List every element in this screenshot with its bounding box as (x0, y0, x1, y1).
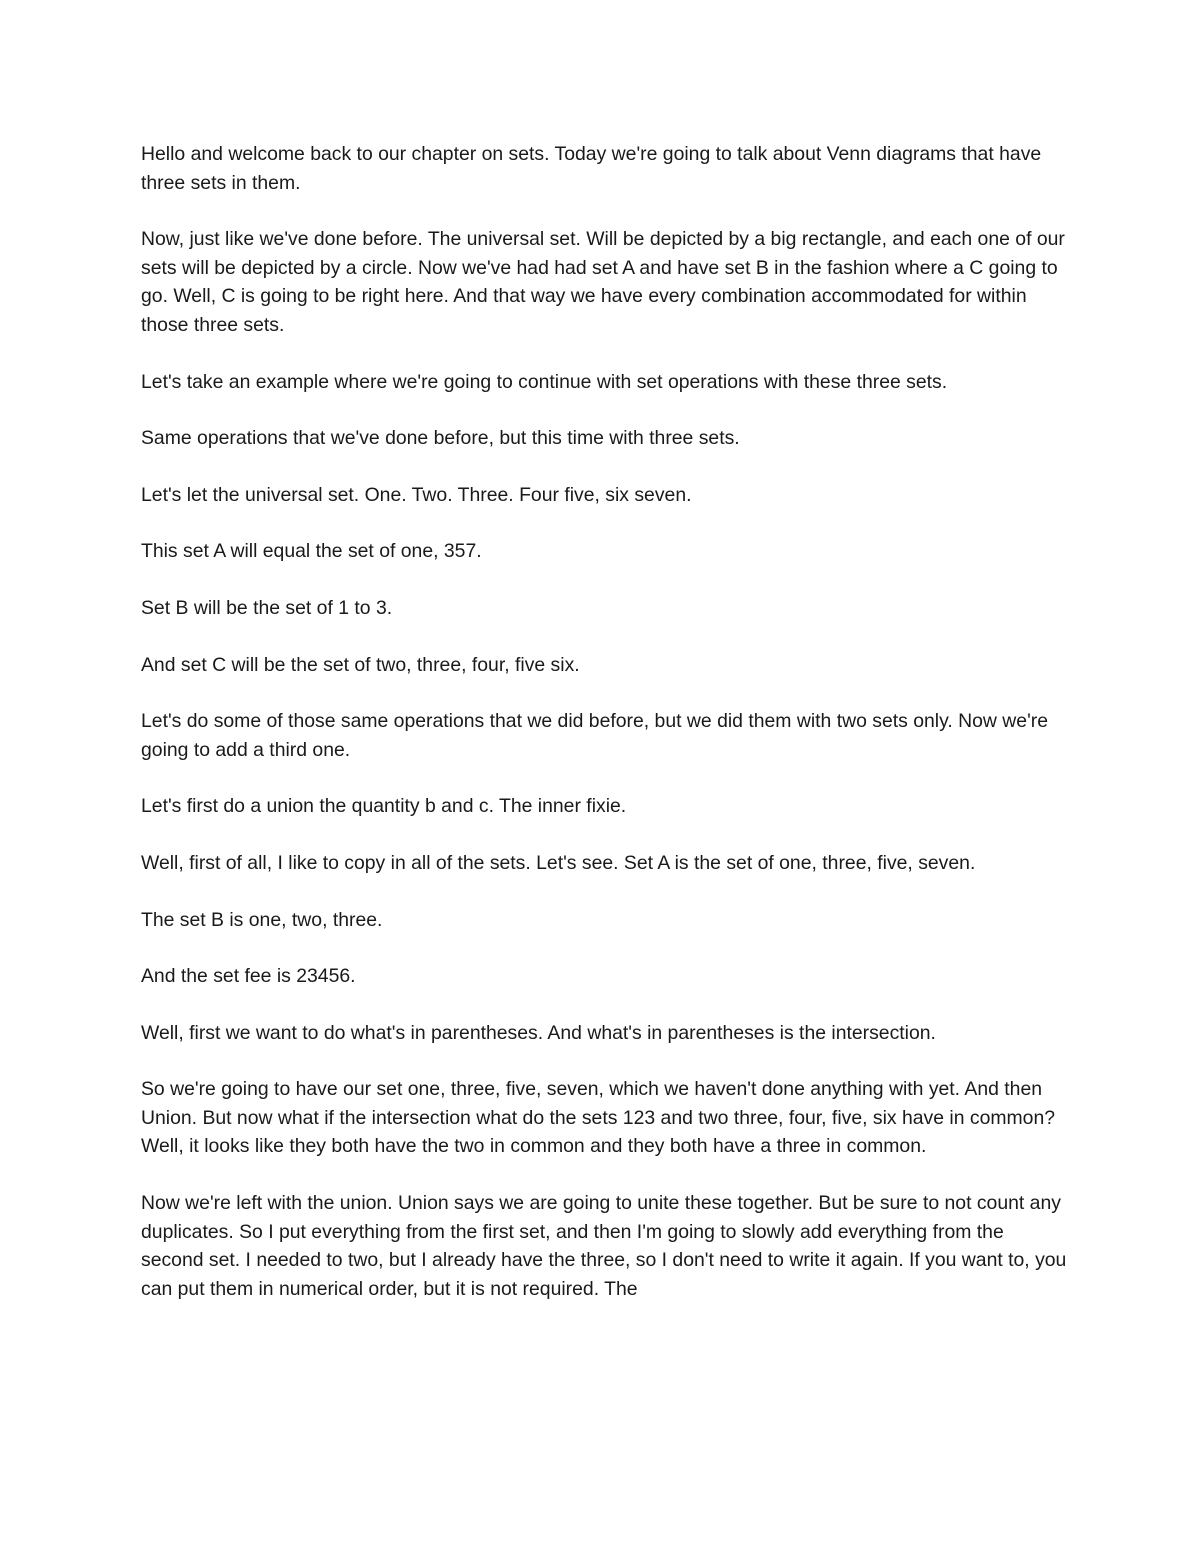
paragraph: Let's let the universal set. One. Two. Three. Four five, six seven. (141, 483, 692, 506)
paragraph: Same operations that we've done before, but this time with three sets. (141, 427, 740, 450)
document-body (141, 140, 1071, 1331)
paragraph: So we're going to have our set one, three, five, seven, which we haven't done anything with yet. And then Union. But now what if the intersection what do the sets 123 and two three, four, five, six have in common? Well, it looks like they both have the two in common and they both have a three in common. (141, 1078, 1056, 1158)
paragraph: The set B is one, two, three. (141, 908, 383, 931)
paragraph: Now we're left with the union. Union says we are going to unite these together. But be sure to not count any duplicates. So I put everything from the first set, and then I'm going to slowly add everything from the second set. I needed to two, but I already have the three, so I don't need to write it again. If you want to, you can put them in numerical order, but it is not required. The (141, 1192, 1067, 1300)
paragraph: Now, just like we've done before. The universal set. Will be depicted by a big rectangle, and each one of our sets will be depicted by a circle. Now we've had had set A and have set B in the fashion where a C going to go. Well, C is going to be right here. And that way we have every combination accommodated for within those three sets. (141, 228, 1065, 336)
paragraph: Let's first do a union the quantity b and c. The inner fixie. (141, 795, 627, 818)
paragraph: And set C will be the set of two, three, four, five six. (141, 653, 580, 676)
paragraph: Let's take an example where we're going to continue with set operations with these three sets. (141, 370, 948, 393)
paragraph: And the set fee is 23456. (141, 965, 356, 988)
paragraph: This set A will equal the set of one, 357. (141, 540, 482, 563)
paragraph: Well, first we want to do what's in parentheses. And what's in parentheses is the intersection. (141, 1021, 936, 1044)
paragraph: Let's do some of those same operations that we did before, but we did them with two sets only. Now we're going to add a third one. (141, 710, 1049, 761)
paragraph: Hello and welcome back to our chapter on sets. Today we're going to talk about Venn diagrams that have three sets in them. (141, 143, 1042, 194)
paragraph: Set B will be the set of 1 to 3. (141, 596, 393, 619)
paragraph: Well, first of all, I like to copy in all of the sets. Let's see. Set A is the set of one, three, five, seven. (141, 851, 976, 874)
